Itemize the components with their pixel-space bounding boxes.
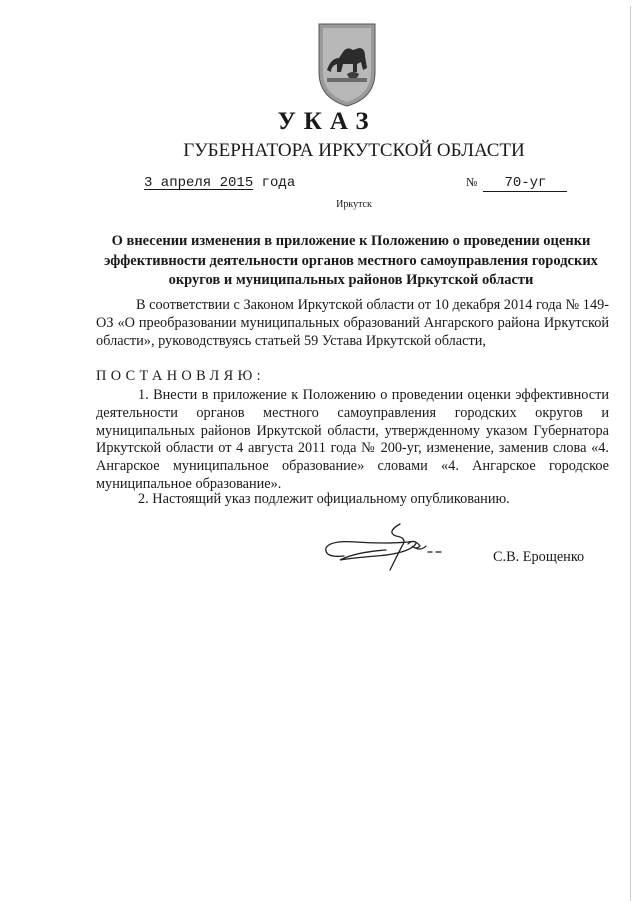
signer-name: С.В. Ерощенко [493, 549, 585, 565]
number-value: 70-уг [483, 176, 567, 192]
number-sign: № [466, 175, 478, 189]
handwritten-signature-icon [316, 522, 446, 578]
decree-subtitle: ГУБЕРНАТОРА ИРКУТСКОЙ ОБЛАСТИ [183, 140, 525, 161]
item-1-paragraph: 1. Внести в приложение к Положению о проведении оценки эффективности деятельности органов местного самоуправления городских округов и муниципальных районов Иркутской области, утвержденному указом Губернатора Иркутской области от 4 августа 2011 года № 200-уг, изменение, заменив слова «4. Ангарское муниципальное образование» словами «4. Ангарское городское муниципальное образование». [96, 387, 609, 492]
preamble-paragraph: В соответствии с Законом Иркутской области от 10 декабря 2014 года № 149-ОЗ «О преобразовании муниципальных образований Ангарского района Иркутской области», руководствуясь статьей 59 Устава Иркутской области, [96, 297, 609, 349]
decree-number [466, 175, 567, 192]
decree-date [144, 175, 295, 191]
city-label: Иркутск [336, 199, 372, 210]
decree-title: УКАЗ [277, 108, 377, 135]
decree-word: ПОСТАНОВЛЯЮ: [96, 368, 266, 384]
irkutsk-coat-of-arms-icon [313, 18, 381, 108]
date-value: 3 апреля 2015 [144, 175, 254, 191]
date-suffix: года [261, 175, 296, 191]
decree-heading: О внесении изменения в приложение к Положению о проведении оценки эффективности деятельности органов местного самоуправления городских округов и муниципальных районов Иркутской области [104, 233, 598, 288]
item-2-paragraph: 2. Настоящий указ подлежит официальному опубликованию. [138, 491, 510, 507]
